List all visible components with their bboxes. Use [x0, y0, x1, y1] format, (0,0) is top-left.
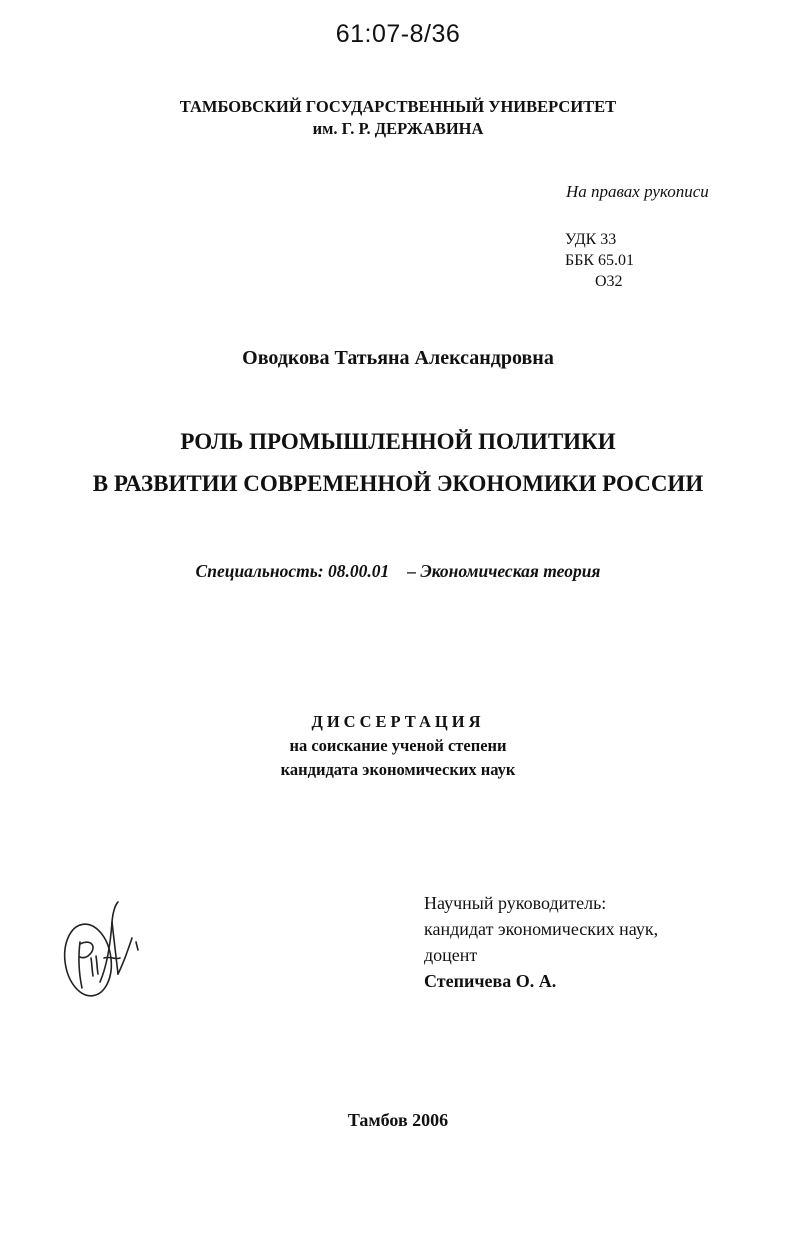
advisor-role: Научный руководитель:: [424, 893, 607, 913]
advisor-name: Степичева О. А.: [424, 971, 557, 991]
handwritten-signature-icon: [58, 898, 158, 1008]
city-year: Тамбов 2006: [347, 1110, 449, 1130]
dissertation-purpose: на соискание ученой степени: [289, 736, 507, 755]
university-dedication: им. Г. Р. ДЕРЖАВИНА: [312, 119, 484, 138]
thesis-title-line-2: В РАЗВИТИИ СОВРЕМЕННОЙ ЭКОНОМИКИ РОССИИ: [92, 471, 704, 496]
university-name: ТАМБОВСКИЙ ГОСУДАРСТВЕННЫЙ УНИВЕРСИТЕТ: [179, 97, 617, 116]
advisor-title: доцент: [424, 945, 478, 965]
advisor-block: [424, 890, 658, 994]
author-mark: О32: [595, 273, 623, 290]
dissertation-degree: кандидата экономических наук: [280, 760, 516, 779]
dissertation-heading: ДИССЕРТАЦИЯ: [311, 712, 485, 731]
specialty: [0, 561, 796, 582]
advisor-degree: кандидат экономических наук,: [424, 919, 659, 939]
specialty-code: 08.00.01: [327, 561, 390, 581]
archive-stamp: 61:07-8/36: [335, 20, 461, 48]
author-name: Оводкова Татьяна Александровна: [242, 347, 554, 369]
rights-note: На правах рукописи: [566, 182, 709, 201]
specialty-label: Специальность:: [195, 561, 324, 581]
thesis-title: [0, 421, 796, 505]
udk-code: УДК 33: [565, 231, 617, 248]
dissertation-block: [0, 710, 796, 782]
classification-codes: [565, 229, 634, 292]
specialty-name: – Экономическая теория: [407, 561, 601, 581]
university-header: [0, 96, 796, 140]
bbk-code: ББК 65.01: [565, 252, 635, 269]
thesis-title-line-1: РОЛЬ ПРОМЫШЛЕННОЙ ПОЛИТИКИ: [180, 429, 616, 454]
